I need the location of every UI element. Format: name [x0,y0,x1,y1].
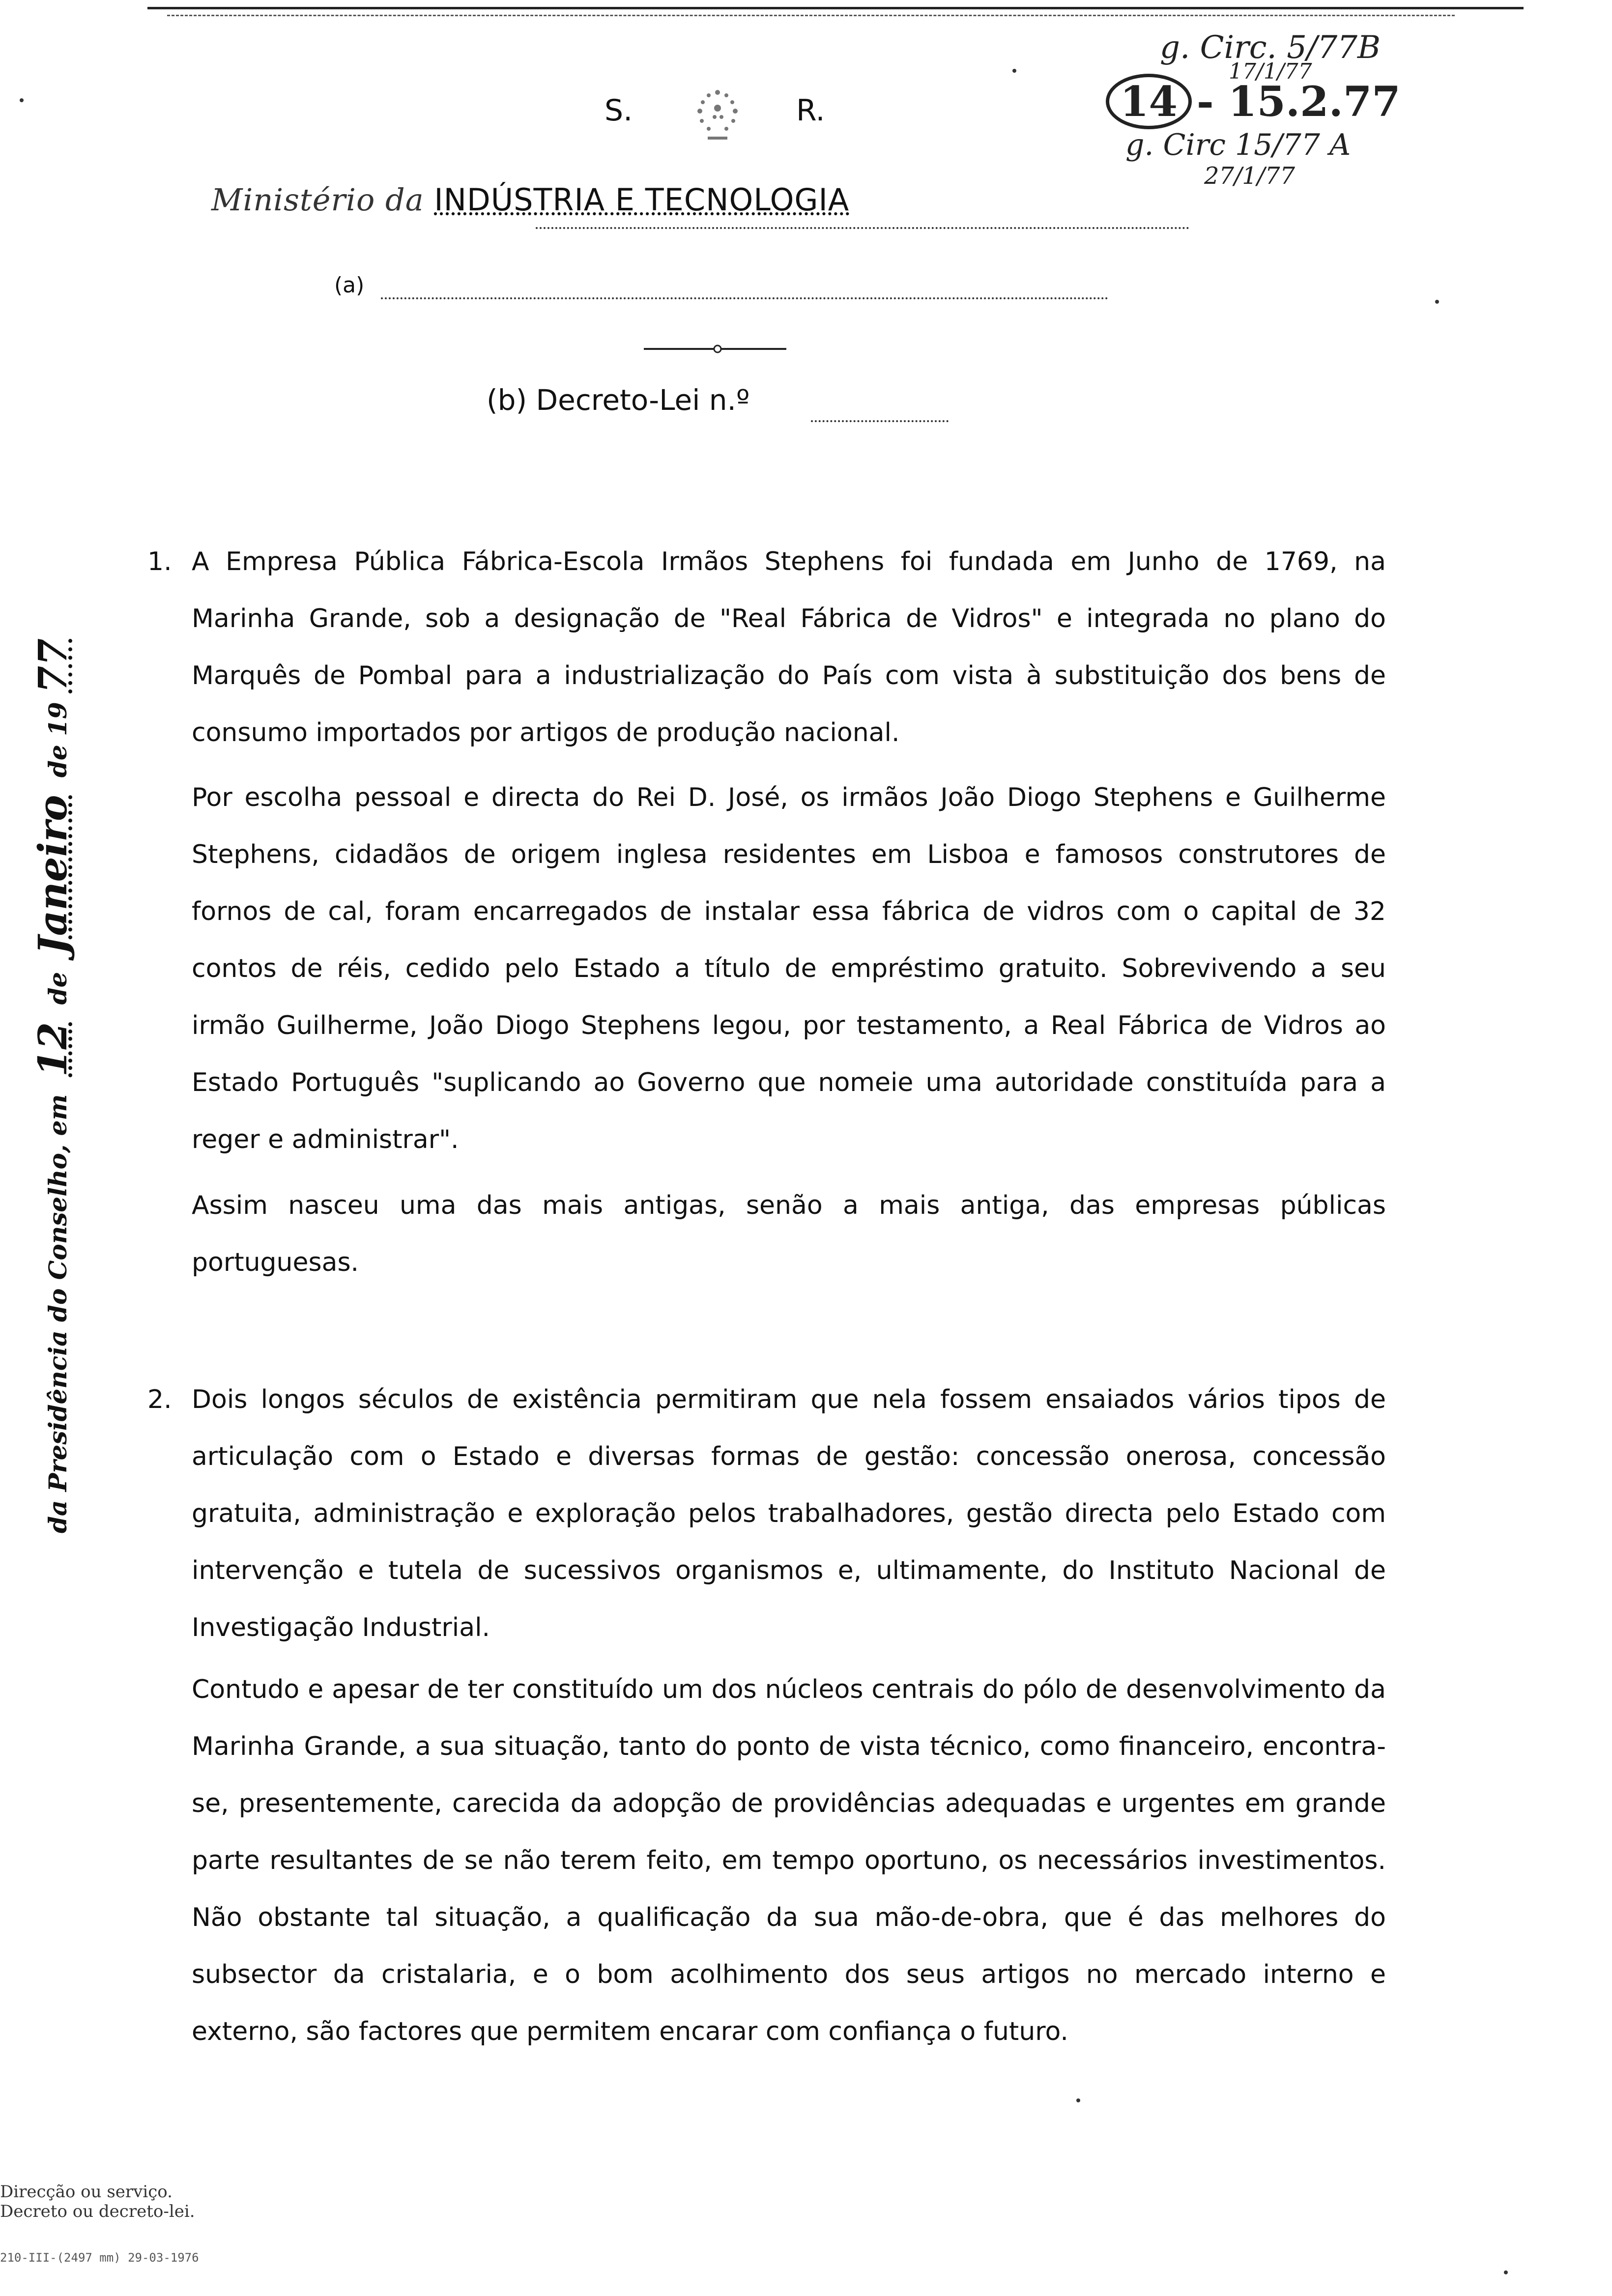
margin-month: Janeiro [29,795,76,955]
paragraph-1c: Assim nasceu uma das mais antigas, senão a mais antiga, das empresas públicas portuguesas. [192,1191,1386,1277]
footer-note-a: Direcção ou serviço. [0,2182,173,2202]
margin-day: 12 [29,1022,76,1077]
ministry-script-word: Ministério [211,182,375,218]
scan-speck [1435,300,1439,304]
ministry-name: INDÚSTRIA E TECNOLOGIA [434,182,850,218]
annotation-circular-1: g. Circ. 5/77B [1160,29,1381,66]
paragraph-1-number: 1. [147,547,172,576]
decree-dotted-line [811,420,949,422]
coat-of-arms-icon [663,79,772,152]
paragraph-1b: Por escolha pessoal e directa do Rei D. José, os irmãos João Diogo Stephens e Guilherme Stephens, cidadãos de origem inglesa residentes em Lisboa e famosos construtores de fornos de cal, foram encarregados de instalar essa fábrica de vidros com o capital de 32 contos de réis, cedido pelo Estado a título de empréstimo gratuito. Sobrevivendo a seu irmão Guilherme, João Diogo Stephens legou, por testamento, a Real Fábrica de Vidros ao Estado Português "suplicando ao Governo que nomeie uma autoridade constituída para a reger e administrar". [192,783,1386,1154]
letterhead [590,79,983,157]
annotation-circular-2: g. Circ 15/77 A [1125,128,1351,162]
scan-speck [1076,2098,1080,2102]
margin-de-1: de [43,972,72,1005]
field-a-label: (a) [334,273,365,298]
scan-speck [1504,2270,1508,2274]
paragraph-2-text: Dois longos séculos de existência permitiram que nela fossem ensaiados vários tipos de articulação com o Estado e diversas formas de gestão: concessão onerosa, concessão gratuita, administração e exploração pelos trabalhadores, gestão directa pelo Estado com intervenção e tutela de sucessivos organismos e, ultimamente, do Instituto Nacional de Investigação Industrial. [192,1385,1386,1642]
annotation-date-1: 17/1/77 [1229,59,1312,84]
margin-prefix: da Presidência do Conselho, em [43,1094,72,1533]
letterhead-right: R. [796,93,825,128]
paragraph-2-number: 2. [147,1385,172,1414]
paragraph-1 [147,533,1386,761]
margin-year: 77 [29,638,76,693]
top-dashed-line [167,15,1455,16]
letterhead-left: S. [604,93,633,128]
ornament-divider [644,344,786,354]
scan-speck [1012,69,1016,73]
ministry-connector: da [385,182,424,218]
annotation-date-2: 27/1/77 [1204,162,1295,190]
field-a-dotted-line [381,297,1108,299]
paragraph-2b: Contudo e apesar de ter constituído um dos núcleos centrais do pólo de desenvolvimento da Marinha Grande, a sua situação, tanto do ponto de vista técnico, como financeiro, encontra-se, presentemente, carecida da adopção de providências adequadas e urgentes em grande parte resultantes de se não terem feito, em tempo oportuno, os necessários investimentos. Não obstante tal situação, a qualificação da sua mão-de-obra, que é das melhores do subsector da cristalaria, e o bom acolhimento dos seus artigos no mercado interno e externo, são factores que permitem encarar com confiança o futuro. [192,1675,1386,2046]
scan-speck [20,98,24,102]
annotation-number: 14 [1106,74,1192,129]
ministry-heading [211,182,1194,231]
footer-print-code: 210-III-(2497 mm) 29-03-1976 [0,2251,199,2265]
decree-label: (b) Decreto-Lei n.º [487,383,750,417]
footer-note-b: Decreto ou decreto-lei. [0,2202,195,2221]
footer-notes [0,2182,195,2221]
ministry-dotted-line [536,227,1189,229]
annotation-entry-date: - 15.2.77 [1196,77,1401,126]
margin-approval-stamp [29,630,76,1533]
paragraph-2 [147,1371,1386,1656]
paragraph-1-text: A Empresa Pública Fábrica-Escola Irmãos Stephens foi fundada em Junho de 1769, na Marinha Grande, sob a designação de "Real Fábrica de Vidros" e integrada no plano do Marquês de Pombal para a industrialização do País com vista à substituição dos bens de consumo importados por artigos de produção nacional. [192,547,1386,747]
top-border-line [147,7,1524,9]
margin-de-2: de 19 [43,702,72,778]
annotation-entry [1106,74,1401,129]
